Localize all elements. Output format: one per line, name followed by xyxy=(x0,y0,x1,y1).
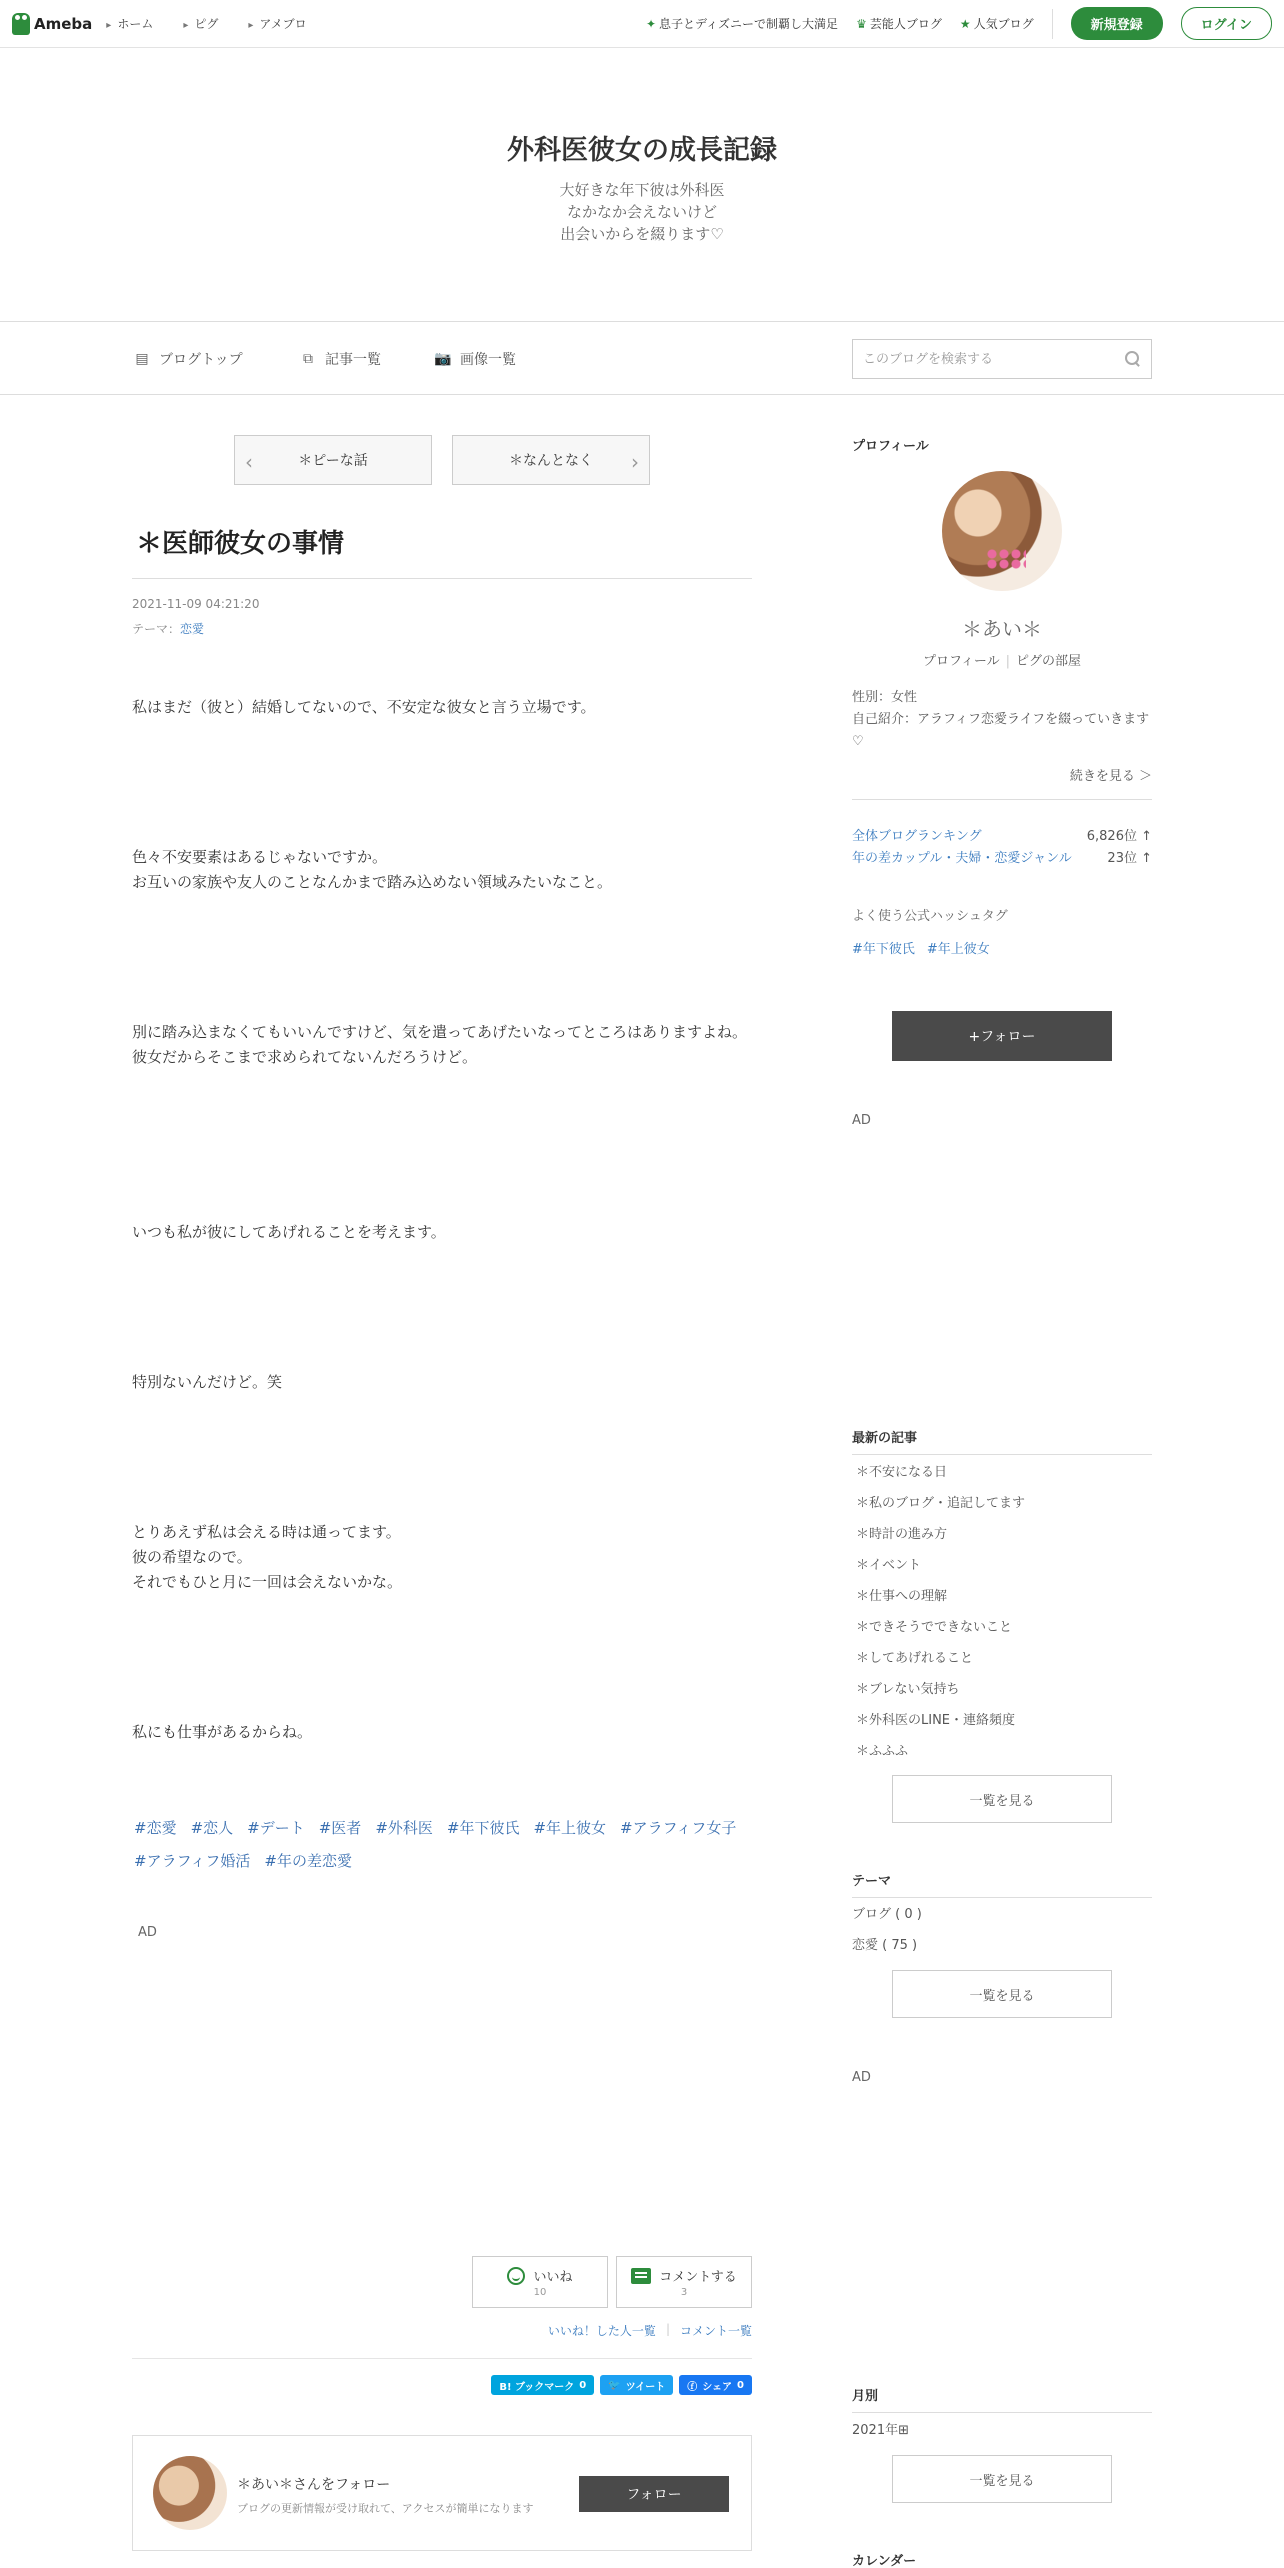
recent-entry-link[interactable]: ＊してあげれること xyxy=(856,1651,974,1666)
crown-icon: ♛ xyxy=(856,17,867,31)
hashtag-link[interactable]: #アラフィフ婚活 xyxy=(134,1852,251,1870)
recent-entries-heading: 最新の記事 xyxy=(852,1427,1152,1455)
article-paragraph: 色々不安要素はあるじゃないですか。 お互いの家族や友人のことなんかまで踏み込めない領域みたいなこと。 xyxy=(132,848,613,891)
article-theme: テーマ：恋愛 xyxy=(132,622,205,636)
login-button[interactable]: ログイン xyxy=(1181,7,1272,40)
star-icon: ★ xyxy=(959,17,971,31)
hashtag-link[interactable]: #年上彼女 xyxy=(926,942,990,957)
theme-link[interactable]: 恋愛 ( 75 ) xyxy=(852,1938,918,1953)
recent-entry-link[interactable]: ＊できそうでできないこと xyxy=(856,1620,1013,1635)
prev-entry-link[interactable]: ‹ ＊ピーな話 xyxy=(234,435,432,485)
hashtag-link[interactable]: #デート xyxy=(247,1819,305,1837)
chevron-left-icon: ‹ xyxy=(245,450,253,474)
hashtag-link[interactable]: #外科医 xyxy=(375,1819,433,1837)
ameba-logo[interactable]: Ameba xyxy=(12,13,92,35)
sidebar-hashtags xyxy=(852,938,990,957)
hashtag-link[interactable]: #年上彼女 xyxy=(533,1819,607,1837)
theme-heading: テーマ xyxy=(852,1870,1152,1898)
follow-card-title: ＊あい＊さんをフォロー xyxy=(237,2477,391,2493)
comment-icon xyxy=(631,2268,651,2284)
ad-label: AD xyxy=(138,1925,157,1940)
avatar-image xyxy=(986,549,1026,569)
sidebar-follow-button[interactable]: +フォロー xyxy=(892,1011,1112,1061)
facebook-share-button[interactable]: ⓕ シェア 0 xyxy=(679,2375,752,2395)
month-toggle[interactable]: 2021年⊞ xyxy=(852,2423,909,2438)
avatar[interactable] xyxy=(153,2456,227,2530)
avatar[interactable] xyxy=(942,471,1062,591)
hashtag-link[interactable]: #医者 xyxy=(318,1819,362,1837)
ad-label: AD xyxy=(852,2070,871,2085)
comment-button[interactable]: コメントする 3 xyxy=(616,2256,752,2308)
smile-icon xyxy=(507,2267,525,2285)
theme-list-more-button[interactable]: 一覧を見る xyxy=(892,1970,1112,2018)
signup-button[interactable]: 新規登録 xyxy=(1071,7,1163,40)
next-entry-link[interactable]: ＊なんとなく › xyxy=(452,435,650,485)
hashtag-heading: よく使う公式ハッシュタグ xyxy=(852,909,1008,924)
follow-card-subtitle: ブログの更新情報が受け取れて、アクセスが簡単になります xyxy=(237,2502,534,2515)
recent-entry-link[interactable]: ＊ふふふ xyxy=(856,1744,909,1759)
hashtag-list xyxy=(132,1812,752,1878)
twitter-icon: 🐦 xyxy=(608,2379,621,2391)
profile-more-link[interactable]: 続きを見る ＞ xyxy=(1069,769,1152,784)
profile-info: 性別：女性 自己紹介：アラフィフ恋愛ライフを綴っていきます♡ xyxy=(852,690,1150,749)
recent-entry-link[interactable]: ＊私のブログ・追記してます xyxy=(856,1496,1026,1511)
global-header xyxy=(0,0,1284,48)
reaction-links xyxy=(548,2322,752,2339)
recent-entry-link[interactable]: ＊ブレない気持ち xyxy=(856,1682,960,1697)
nav-ameblo-link[interactable]: ▸ アメブロ xyxy=(248,15,306,32)
hashtag-link[interactable]: #年下彼氏 xyxy=(446,1819,520,1837)
like-button[interactable]: いいね 10 xyxy=(472,2256,608,2308)
divider: | xyxy=(665,2322,670,2336)
image-list-link[interactable]: 📷 画像一覧 xyxy=(434,351,516,368)
divider xyxy=(132,2358,752,2359)
blog-search xyxy=(852,339,1152,379)
hashtag-link[interactable]: #恋愛 xyxy=(134,1819,177,1837)
plus-box-icon: ⊞ xyxy=(898,2423,909,2438)
ad-label: AD xyxy=(852,1113,871,1128)
liked-users-link[interactable]: いいね！した人一覧 xyxy=(547,2324,656,2338)
hashtag-link[interactable]: #年の差恋愛 xyxy=(264,1852,352,1870)
tweet-button[interactable]: 🐦 ツイート xyxy=(600,2375,673,2395)
monthly-list-more-button[interactable]: 一覧を見る xyxy=(892,2455,1112,2503)
blog-title[interactable]: 外科医彼女の成長記録 xyxy=(507,135,777,166)
chevron-right-icon: › xyxy=(631,450,639,474)
blog-nav xyxy=(0,323,1284,395)
recent-entry-link[interactable]: ＊不安になる日 xyxy=(856,1465,948,1480)
divider: | xyxy=(1005,654,1011,669)
camera-icon: 📷 xyxy=(434,351,452,367)
search-icon[interactable] xyxy=(1125,351,1141,367)
nav-pigg-link[interactable]: ▸ ピグ xyxy=(183,15,218,32)
profile-link[interactable]: プロフィール xyxy=(922,654,1000,669)
recent-list-more-button[interactable]: 一覧を見る xyxy=(892,1775,1112,1823)
article-paragraph: 特別ないんだけど。笑 xyxy=(132,1373,283,1391)
nav-home-link[interactable]: ▸ ホーム xyxy=(106,15,153,32)
frog-icon xyxy=(12,13,30,35)
facebook-icon: ⓕ xyxy=(687,2381,698,2393)
recent-entry-link[interactable]: ＊仕事への理解 xyxy=(856,1589,948,1604)
article-paragraph: 私にも仕事があるからね。 xyxy=(132,1723,313,1741)
ranking-row[interactable]: 全体ブログランキング 6,826位 ↑ xyxy=(852,829,1152,844)
article-date: 2021-11-09 04:21:20 xyxy=(132,597,260,611)
article-paragraph: 別に踏み込まなくてもいいんですけど、気を遣ってあげたいなってところはありますよね。 彼女だからそこまで求められてないんだろうけど。 xyxy=(132,1023,748,1066)
pigg-room-link[interactable]: ピグの部屋 xyxy=(1016,654,1082,669)
celebrity-blog-link[interactable]: ♛ 芸能人ブログ xyxy=(856,17,942,31)
theme-link[interactable]: ブログ ( 0 ) xyxy=(852,1907,922,1922)
divider xyxy=(852,799,1152,800)
recent-entry-link[interactable]: ＊イベント xyxy=(856,1558,922,1573)
hashtag-link[interactable]: #アラフィフ女子 xyxy=(620,1819,737,1837)
hashtag-link[interactable]: #年下彼氏 xyxy=(852,942,915,957)
comment-count: 3 xyxy=(680,2287,688,2298)
ranking-row[interactable]: 年の差カップル・夫婦・恋愛ジャンル 23位 ↑ xyxy=(852,851,1152,866)
entry-list-link[interactable]: ⧉ 記事一覧 xyxy=(300,349,381,369)
follow-button[interactable]: フォロー xyxy=(579,2476,729,2512)
monthly-heading: 月別 xyxy=(852,2385,1152,2413)
article-paragraph: いつも私が彼にしてあげれることを考えます。 xyxy=(132,1223,446,1241)
blog-description: 大好きな年下彼は外科医 なかなか会えないけど 出会いからを綴ります♡ xyxy=(559,181,725,243)
article-paragraph: 私はまだ（彼と）結婚してないので、不安定な彼女と言う立場です。 xyxy=(132,698,596,716)
comment-list-link[interactable]: コメント一覧 xyxy=(679,2324,752,2338)
copy-icon: ⧉ xyxy=(303,351,313,367)
profile-name[interactable]: ＊あい＊ xyxy=(962,617,1042,641)
document-icon: ▤ xyxy=(135,351,149,367)
profile-links xyxy=(852,650,1152,669)
article-title[interactable]: ＊医師彼女の事情 xyxy=(132,523,752,579)
recent-entry-link[interactable]: ＊時計の進み方 xyxy=(856,1527,948,1542)
recent-entry-link[interactable]: ＊外科医のLINE・連絡頻度 xyxy=(856,1713,1016,1728)
theme-link[interactable]: 恋愛 xyxy=(180,622,205,636)
divider xyxy=(1052,9,1053,39)
popular-blog-link[interactable]: ★ 人気ブログ xyxy=(959,17,1034,31)
blog-header xyxy=(0,48,1284,322)
promo-link[interactable]: ✦ 息子とディズニーで制覇し大満足 xyxy=(645,17,839,31)
follow-card xyxy=(132,2435,752,2551)
article-paragraph: とりあえず私は会える時は通ってます。 彼の希望なので。 それでもひと月に一回は会えないかな。 xyxy=(132,1523,403,1591)
hashtag-link[interactable]: #恋人 xyxy=(190,1819,234,1837)
hatena-bookmark-button[interactable]: B! ブックマーク 0 xyxy=(491,2375,594,2395)
global-nav xyxy=(106,15,306,32)
calendar-heading: カレンダー xyxy=(852,2554,917,2568)
profile-heading: プロフィール xyxy=(852,439,929,454)
share-buttons xyxy=(491,2375,752,2395)
sparkle-icon: ✦ xyxy=(645,17,657,31)
search-input[interactable] xyxy=(863,352,1125,367)
blog-top-link[interactable]: ▤ ブログトップ xyxy=(135,351,243,368)
like-count: 10 xyxy=(533,2287,547,2298)
